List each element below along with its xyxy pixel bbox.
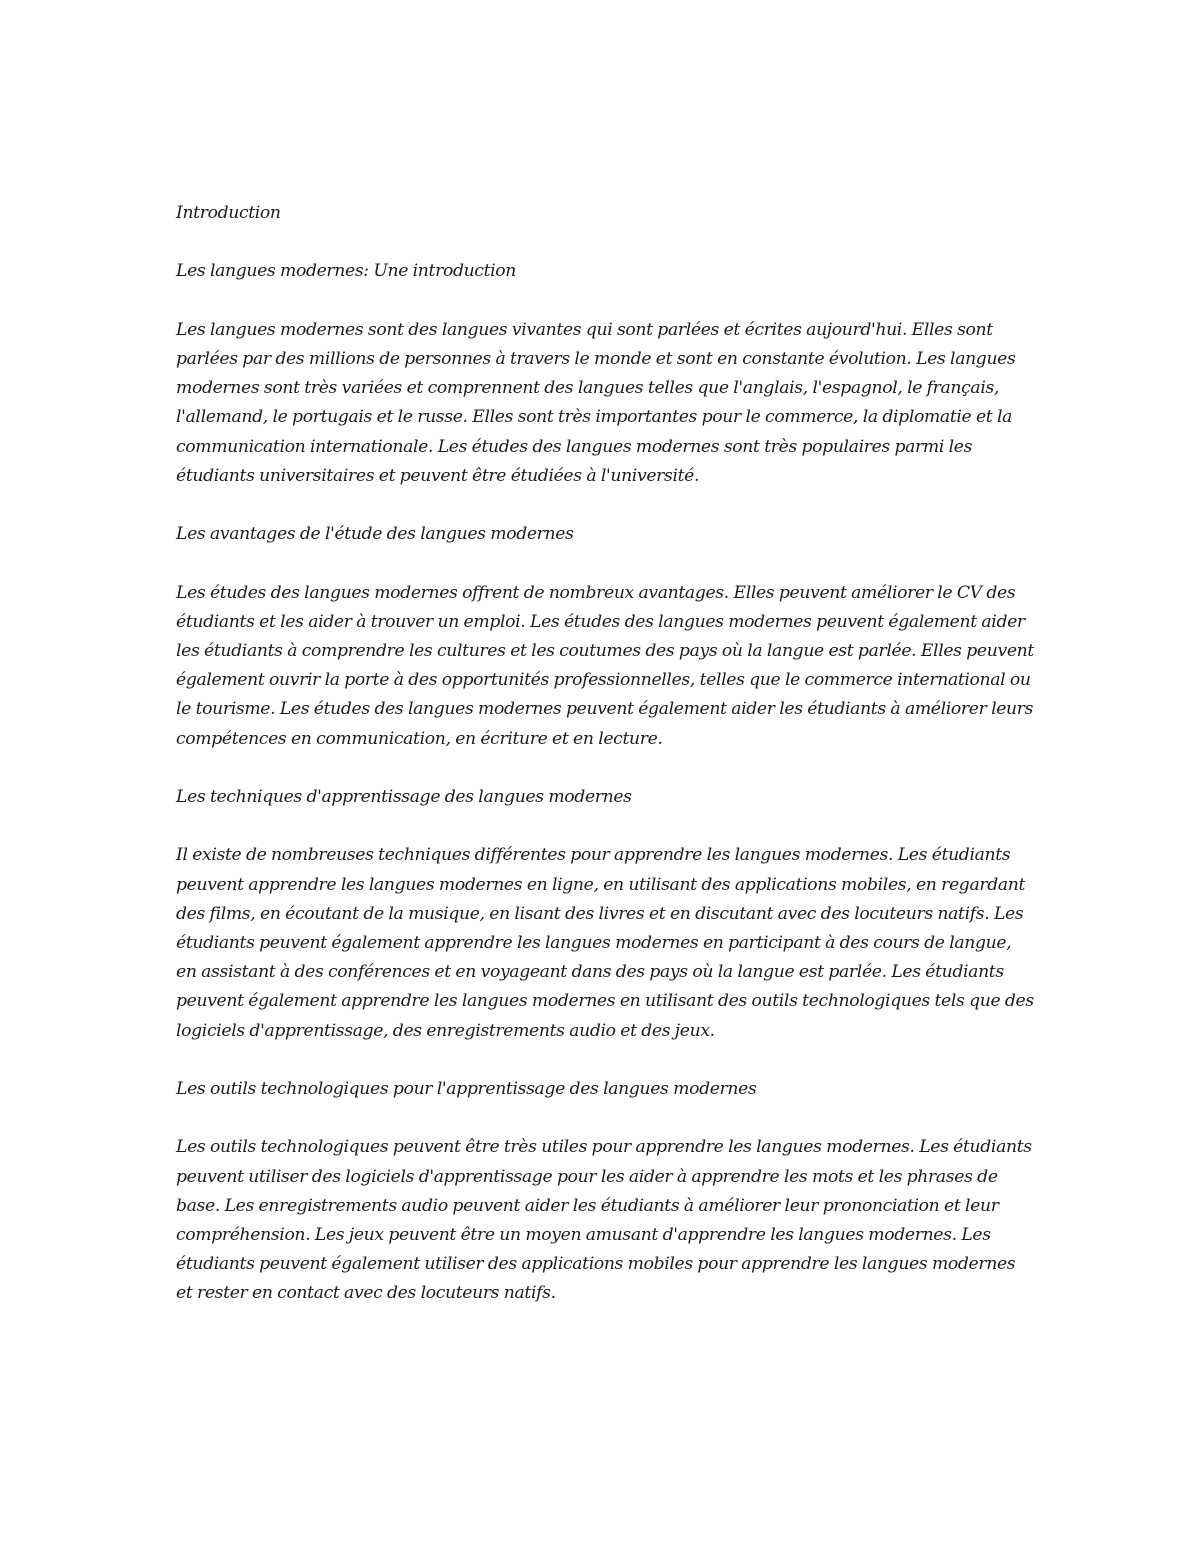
document-body: [176, 199, 1036, 1309]
section-heading: Les outils technologiques pour l'apprentissage des langues modernes: [176, 1078, 757, 1099]
section-paragraph: Les langues modernes sont des langues vivantes qui sont parlées et écrites aujourd'hui. Elles sont parlées par des millions de personnes à travers le monde et sont en constante évolution. Les langues modernes sont très variées et comprennent des langues telles que l'anglais, l'espagnol, le français, l'allemand, le portugais et le russe. Elles sont très importantes pour le commerce, la diplomatie et la communication internationale. Les études des langues modernes sont très populaires parmi les étudiants universitaires et peuvent être étudiées à l'université.: [176, 319, 1016, 486]
section-paragraph: Il existe de nombreuses techniques différentes pour apprendre les langues modernes. Les étudiants peuvent apprendre les langues modernes en ligne, en utilisant des applications mobiles, en regardant des films, en écoutant de la musique, en lisant des livres et en discutant avec des locuteurs natifs. Les étudiants peuvent également apprendre les langues modernes en participant à des cours de langue, en assistant à des conférences et en voyageant dans des pays où la langue est parlée. Les étudiants peuvent également apprendre les langues modernes en utilisant des outils technologiques tels que des logiciels d'apprentissage, des enregistrements audio et des jeux.: [176, 845, 1034, 1041]
section-paragraph: Les outils technologiques peuvent être très utiles pour apprendre les langues modernes. Les étudiants peuvent utiliser des logiciels d'apprentissage pour les aider à apprendre les mots et les phrases de base. Les enregistrements audio peuvent aider les étudiants à améliorer leur prononciation et leur compréhension. Les jeux peuvent être un moyen amusant d'apprendre les langues modernes. Les étudiants peuvent également utiliser des applications mobiles pour apprendre les langues modernes et rester en contact avec des locuteurs natifs.: [176, 1137, 1032, 1304]
section-paragraph: Les études des langues modernes offrent de nombreux avantages. Elles peuvent améliorer le CV des étudiants et les aider à trouver un emploi. Les études des langues modernes peuvent également aider les étudiants à comprendre les cultures et les coutumes des pays où la langue est parlée. Elles peuvent également ouvrir la porte à des opportunités professionnelles, telles que le commerce international ou le tourisme. Les études des langues modernes peuvent également aider les étudiants à améliorer leurs compétences en communication, en écriture et en lecture.: [176, 582, 1034, 749]
section-heading: Les avantages de l'étude des langues modernes: [176, 524, 574, 545]
section-heading: Les langues modernes: Une introduction: [176, 261, 517, 282]
intro-label: Introduction: [176, 203, 281, 223]
section-heading: Les techniques d'apprentissage des langues modernes: [176, 786, 632, 807]
